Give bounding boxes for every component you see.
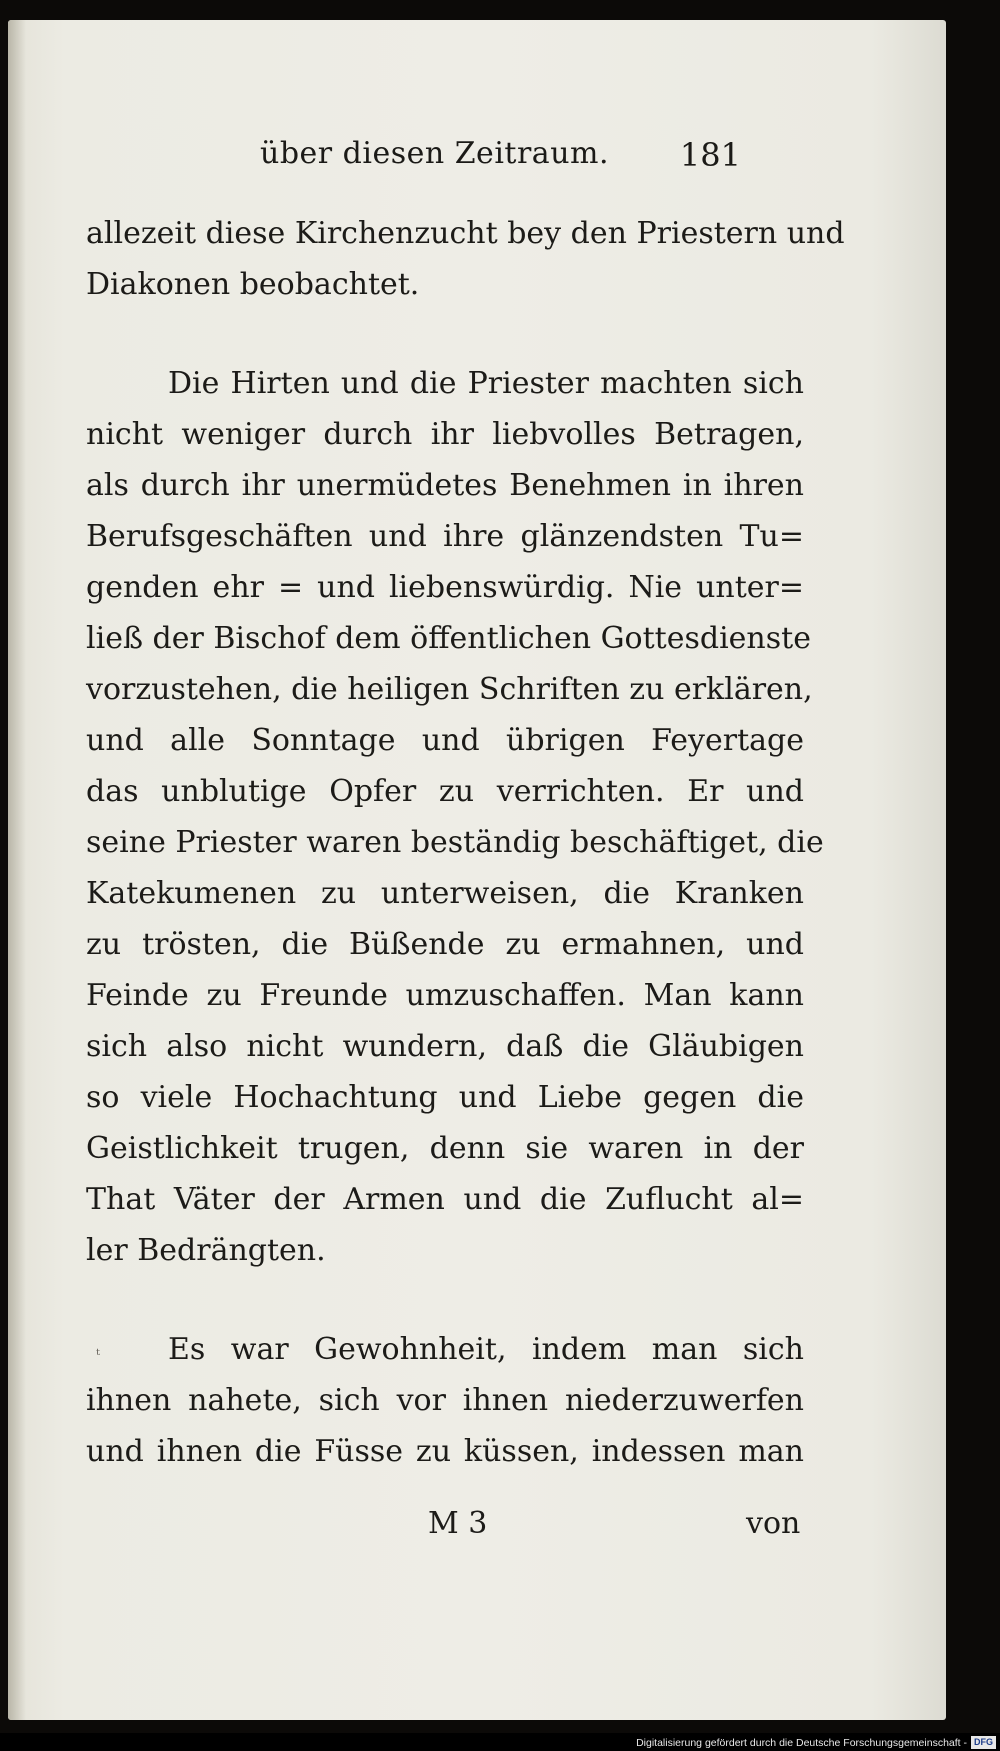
signature-mark: M 3 — [428, 1506, 488, 1541]
text-line: seine Priester waren beständig beschäftiget, die — [86, 825, 824, 860]
running-head: über diesen Zeitraum. — [260, 136, 609, 171]
text-line: Feinde zu Freunde umzuschaffen. Man kann — [86, 978, 804, 1013]
page-edge — [8, 20, 26, 1720]
text-line: Katekumenen zu unterweisen, die Kranken — [86, 876, 804, 911]
text-line: und ihnen die Füsse zu küssen, indessen man — [86, 1434, 804, 1469]
text-line: allezeit diese Kirchenzucht bey den Priestern und — [86, 216, 845, 251]
text-line: Die Hirten und die Priester machten sich — [168, 366, 804, 401]
body-text — [86, 208, 845, 1477]
text-line: als durch ihr unermüdetes Benehmen in ihren — [86, 468, 804, 503]
ink-mark: ᵗ — [96, 1345, 100, 1364]
page-number: 181 — [679, 136, 741, 174]
text-line: ihnen nahete, sich vor ihnen niederzuwerfen — [86, 1383, 804, 1418]
text-line: und alle Sonntage und übrigen Feyertage — [86, 723, 804, 758]
dfg-logo: DFG — [971, 1736, 996, 1749]
text-line: nicht weniger durch ihr liebvolles Betragen, — [86, 417, 804, 452]
text-line: ließ der Bischof dem öffentlichen Gottesdienste — [86, 621, 811, 656]
catchword: von — [746, 1506, 801, 1541]
book-page — [8, 20, 946, 1720]
footer-band — [0, 1733, 1000, 1751]
text-line: That Väter der Armen und die Zuflucht al= — [86, 1182, 804, 1217]
text-line: sich also nicht wundern, daß die Gläubigen — [86, 1029, 804, 1064]
text-line: genden ehr = und liebenswürdig. Nie unter= — [86, 570, 804, 605]
text-line: Geistlichkeit trugen, denn sie waren in der — [86, 1131, 804, 1166]
text-line: ler Bedrängten. — [86, 1233, 326, 1268]
funding-credit — [636, 1736, 996, 1749]
text-line: Es war Gewohnheit, indem man sich — [168, 1332, 804, 1367]
credit-text: Digitalisierung gefördert durch die Deutsche Forschungsgemeinschaft - — [636, 1736, 967, 1749]
text-line: vorzustehen, die heiligen Schriften zu erklären, — [86, 672, 813, 707]
text-line: so viele Hochachtung und Liebe gegen die — [86, 1080, 804, 1115]
text-line: zu trösten, die Büßende zu ermahnen, und — [86, 927, 804, 962]
text-line: Diakonen beobachtet. — [86, 267, 420, 302]
text-line: das unblutige Opfer zu verrichten. Er und — [86, 774, 804, 809]
text-line: Berufsgeschäften und ihre glänzendsten Tu= — [86, 519, 804, 554]
